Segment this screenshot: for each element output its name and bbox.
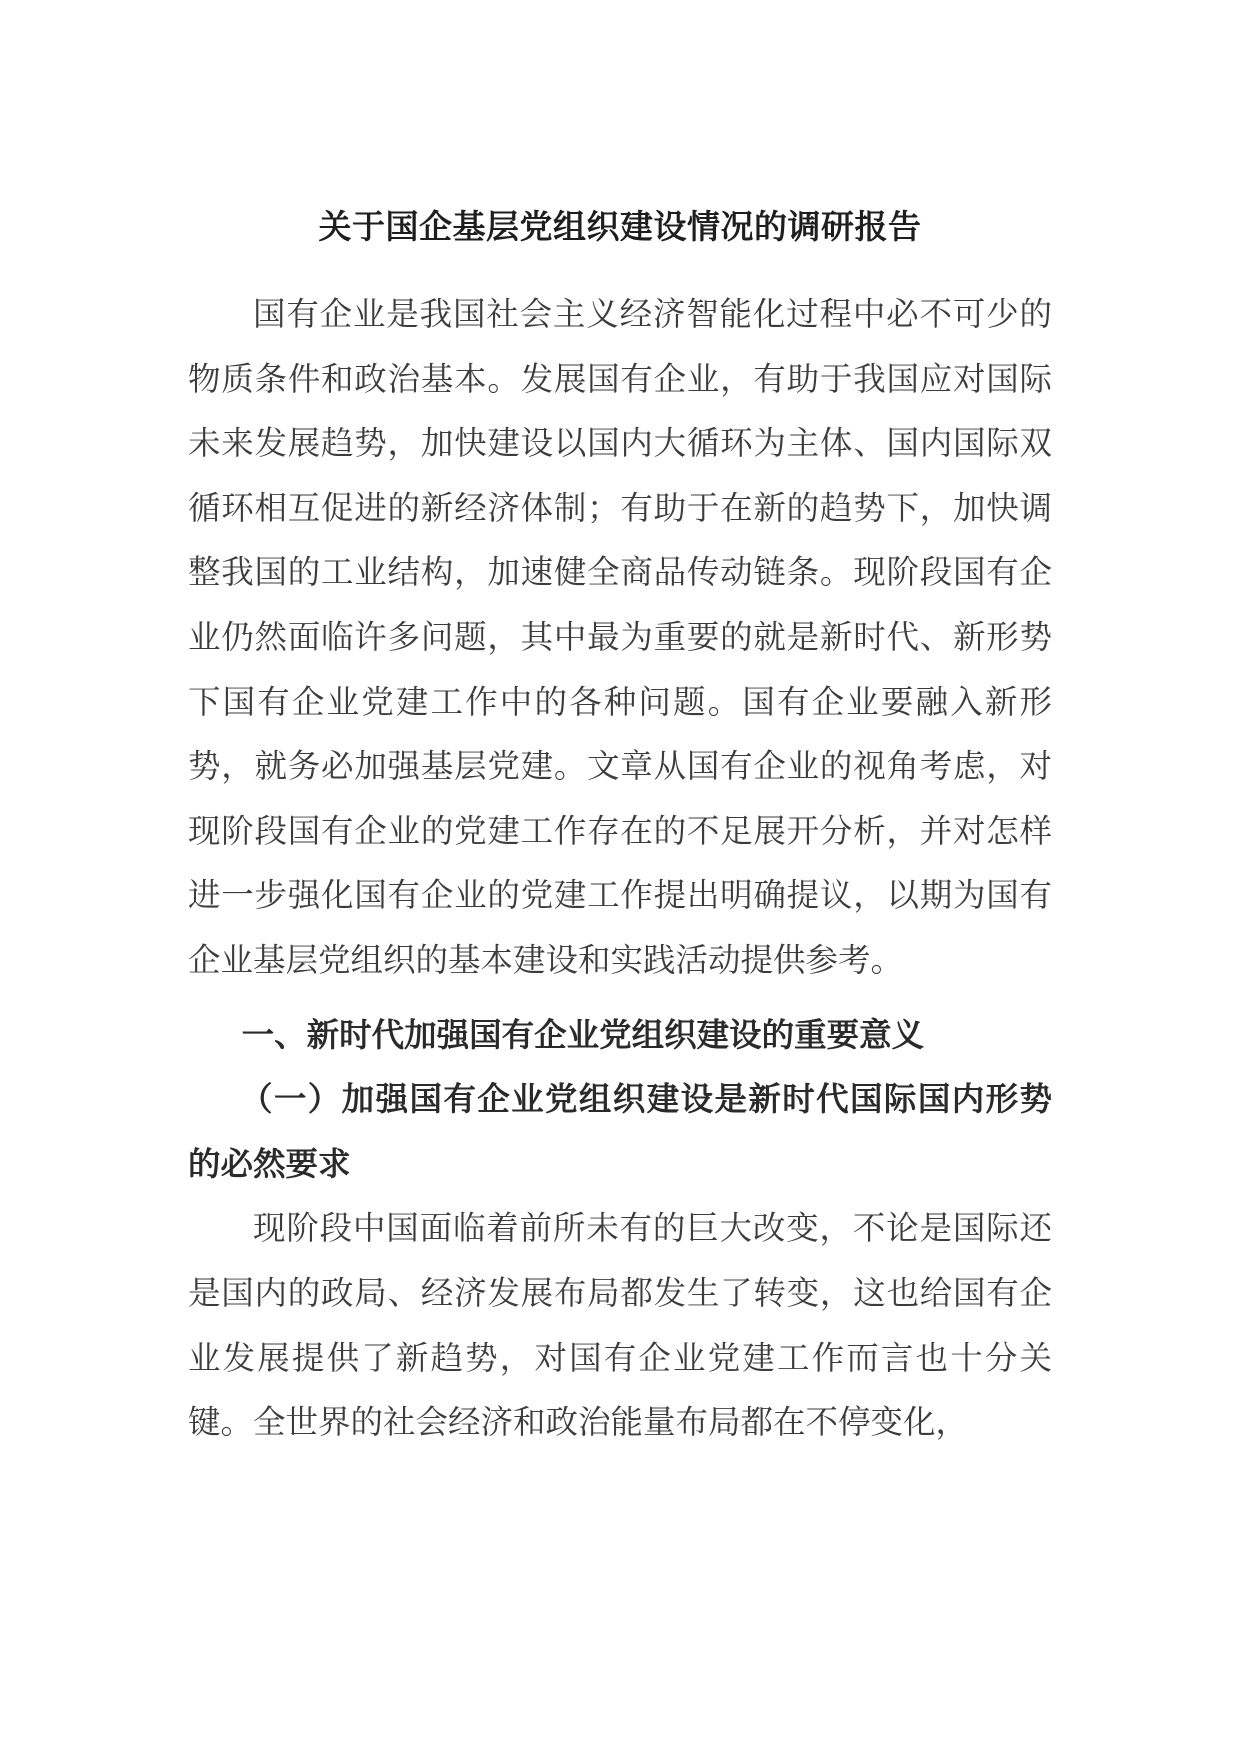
section-heading: 一、新时代加强国有企业党组织建设的重要意义 — [241, 1015, 925, 1054]
document-body — [188, 282, 1052, 1455]
document-title: 关于国企基层党组织建设情况的调研报告 — [318, 207, 922, 246]
subsection-heading: （一）加强国有企业党组织建设是新时代国际国内形势的必然要求 — [188, 1080, 1052, 1183]
intro-paragraph: 国有企业是我国社会主义经济智能化过程中必不可少的物质条件和政治基本。发展国有企业，有助于我国应对国际未来发展趋势，加快建设以国内大循环为主体、国内国际双循环相互促进的新经济体制；有助于在新的趋势下，加快调整我国的工业结构，加速健全商品传动链条。现阶段国有企业仍然面临许多问题，其中最为重要的就是新时代、新形势下国有企业党建工作中的各种问题。国有企业要融入新形势，就务必加强基层党建。文章从国有企业的视角考虑，对现阶段国有企业的党建工作存在的不足展开分析，并对怎样进一步强化国有企业的党建工作提出明确提议，以期为国有企业基层党组织的基本建设和实践活动提供参考。 — [188, 295, 1052, 979]
section-paragraph: 现阶段中国面临着前所未有的巨大改变，不论是国际还是国内的政局、经济发展布局都发生了转变，这也给国有企业发展提供了新趋势，对国有企业党建工作而言也十分关键。全世界的社会经济和政治能量布局都在不停变化， — [188, 1209, 1052, 1442]
